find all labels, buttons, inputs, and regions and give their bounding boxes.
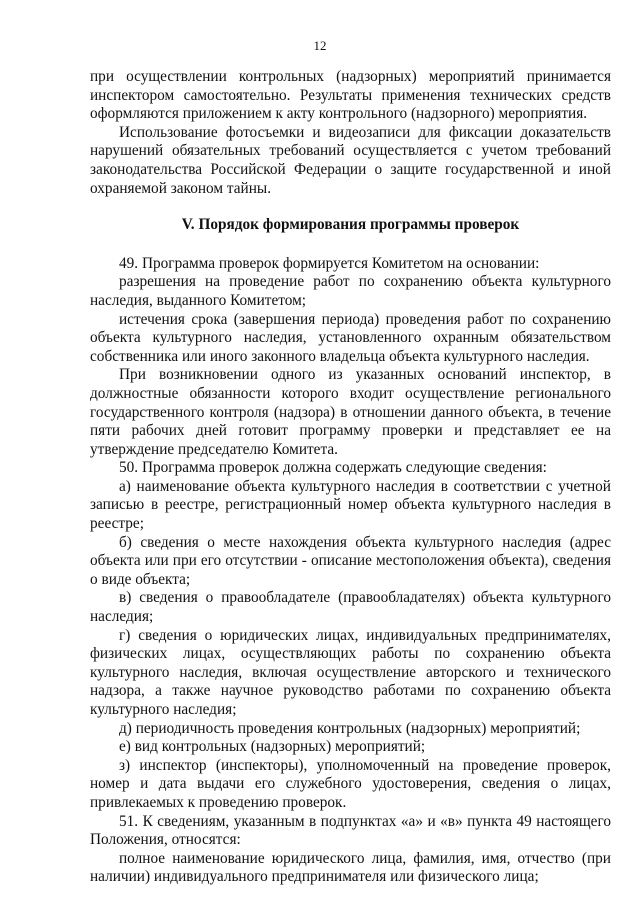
paragraph: б) сведения о месте нахождения объекта культурного наследия (адрес объекта или при его отсутствии - описание местоположения объекта), сведения о виде объекта;	[90, 533, 611, 588]
paragraph: 49. Программа проверок формируется Комитетом на основании:	[119, 254, 540, 272]
paragraph: в) сведения о правообладателе (правообладателях) объекта культурного наследия;	[90, 589, 611, 626]
paragraph: полное наименование юридического лица, фамилия, имя, отчество (при наличии) индивидуального предпринимателя или физического лица;	[90, 849, 611, 886]
paragraph: истечения срока (завершения периода) проведения работ по сохранению объекта культурного наследия, установленного охранным обязательством собственника или иного законного владельца объекта культурного наследия.	[90, 310, 611, 365]
paragraph: а) наименование объекта культурного наследия в соответствии с учетной записью в реестре, регистрационный номер объекта культурного наследия в реестре;	[90, 477, 611, 533]
paragraph: При возникновении одного из указанных оснований инспектор, в должностные обязанности которого входит осуществление регионального государственного контроля (надзора) в отношении данного объекта, в течение пяти рабочих дней готовит программу проверки и представляет ее на утверждение председателю Комитета.	[90, 366, 611, 458]
paragraph: 50. Программа проверок должна содержать следующие сведения:	[119, 459, 547, 477]
paragraph: е) вид контрольных (надзорных) мероприятий;	[119, 738, 426, 756]
paragraph: разрешения на проведение работ по сохранению объекта культурного наследия, выданного Комитетом;	[90, 273, 611, 309]
document-body	[90, 68, 611, 887]
paragraph: Использование фотосъемки и видеозаписи для фиксации доказательств нарушений обязательных требований осуществляется с учетом требований законодательства Российской Федерации о защите государственной и иной охраняемой законом тайны.	[90, 123, 611, 197]
page-number: 12	[313, 38, 327, 53]
section-heading: V. Порядок формирования программы проверок	[181, 216, 520, 234]
paragraph: г) сведения о юридических лицах, индивидуальных предпринимателях, физических лицах, осуществляющих работы по сохранению объекта культурного наследия, включая осуществление авторского и технического надзора, а также научное руководство работами по сохранению объекта культурного наследия;	[90, 626, 611, 718]
paragraph: 51. К сведениям, указанным в подпунктах «а» и «в» пункта 49 настоящего Положения, относятся:	[90, 812, 611, 849]
paragraph: при осуществлении контрольных (надзорных) мероприятий принимается инспектором самостоятельно. Результаты применения технических средств оформляются приложением к акту контрольного (надзорного) мероприятия.	[90, 68, 611, 123]
paragraph: з) инспектор (инспекторы), уполномоченный на проведение проверок, номер и дата выдачи его служебного удостоверения, сведения о лицах, привлекаемых к проведению проверок.	[90, 756, 611, 811]
paragraph: д) периодичность проведения контрольных (надзорных) мероприятий;	[119, 719, 581, 737]
